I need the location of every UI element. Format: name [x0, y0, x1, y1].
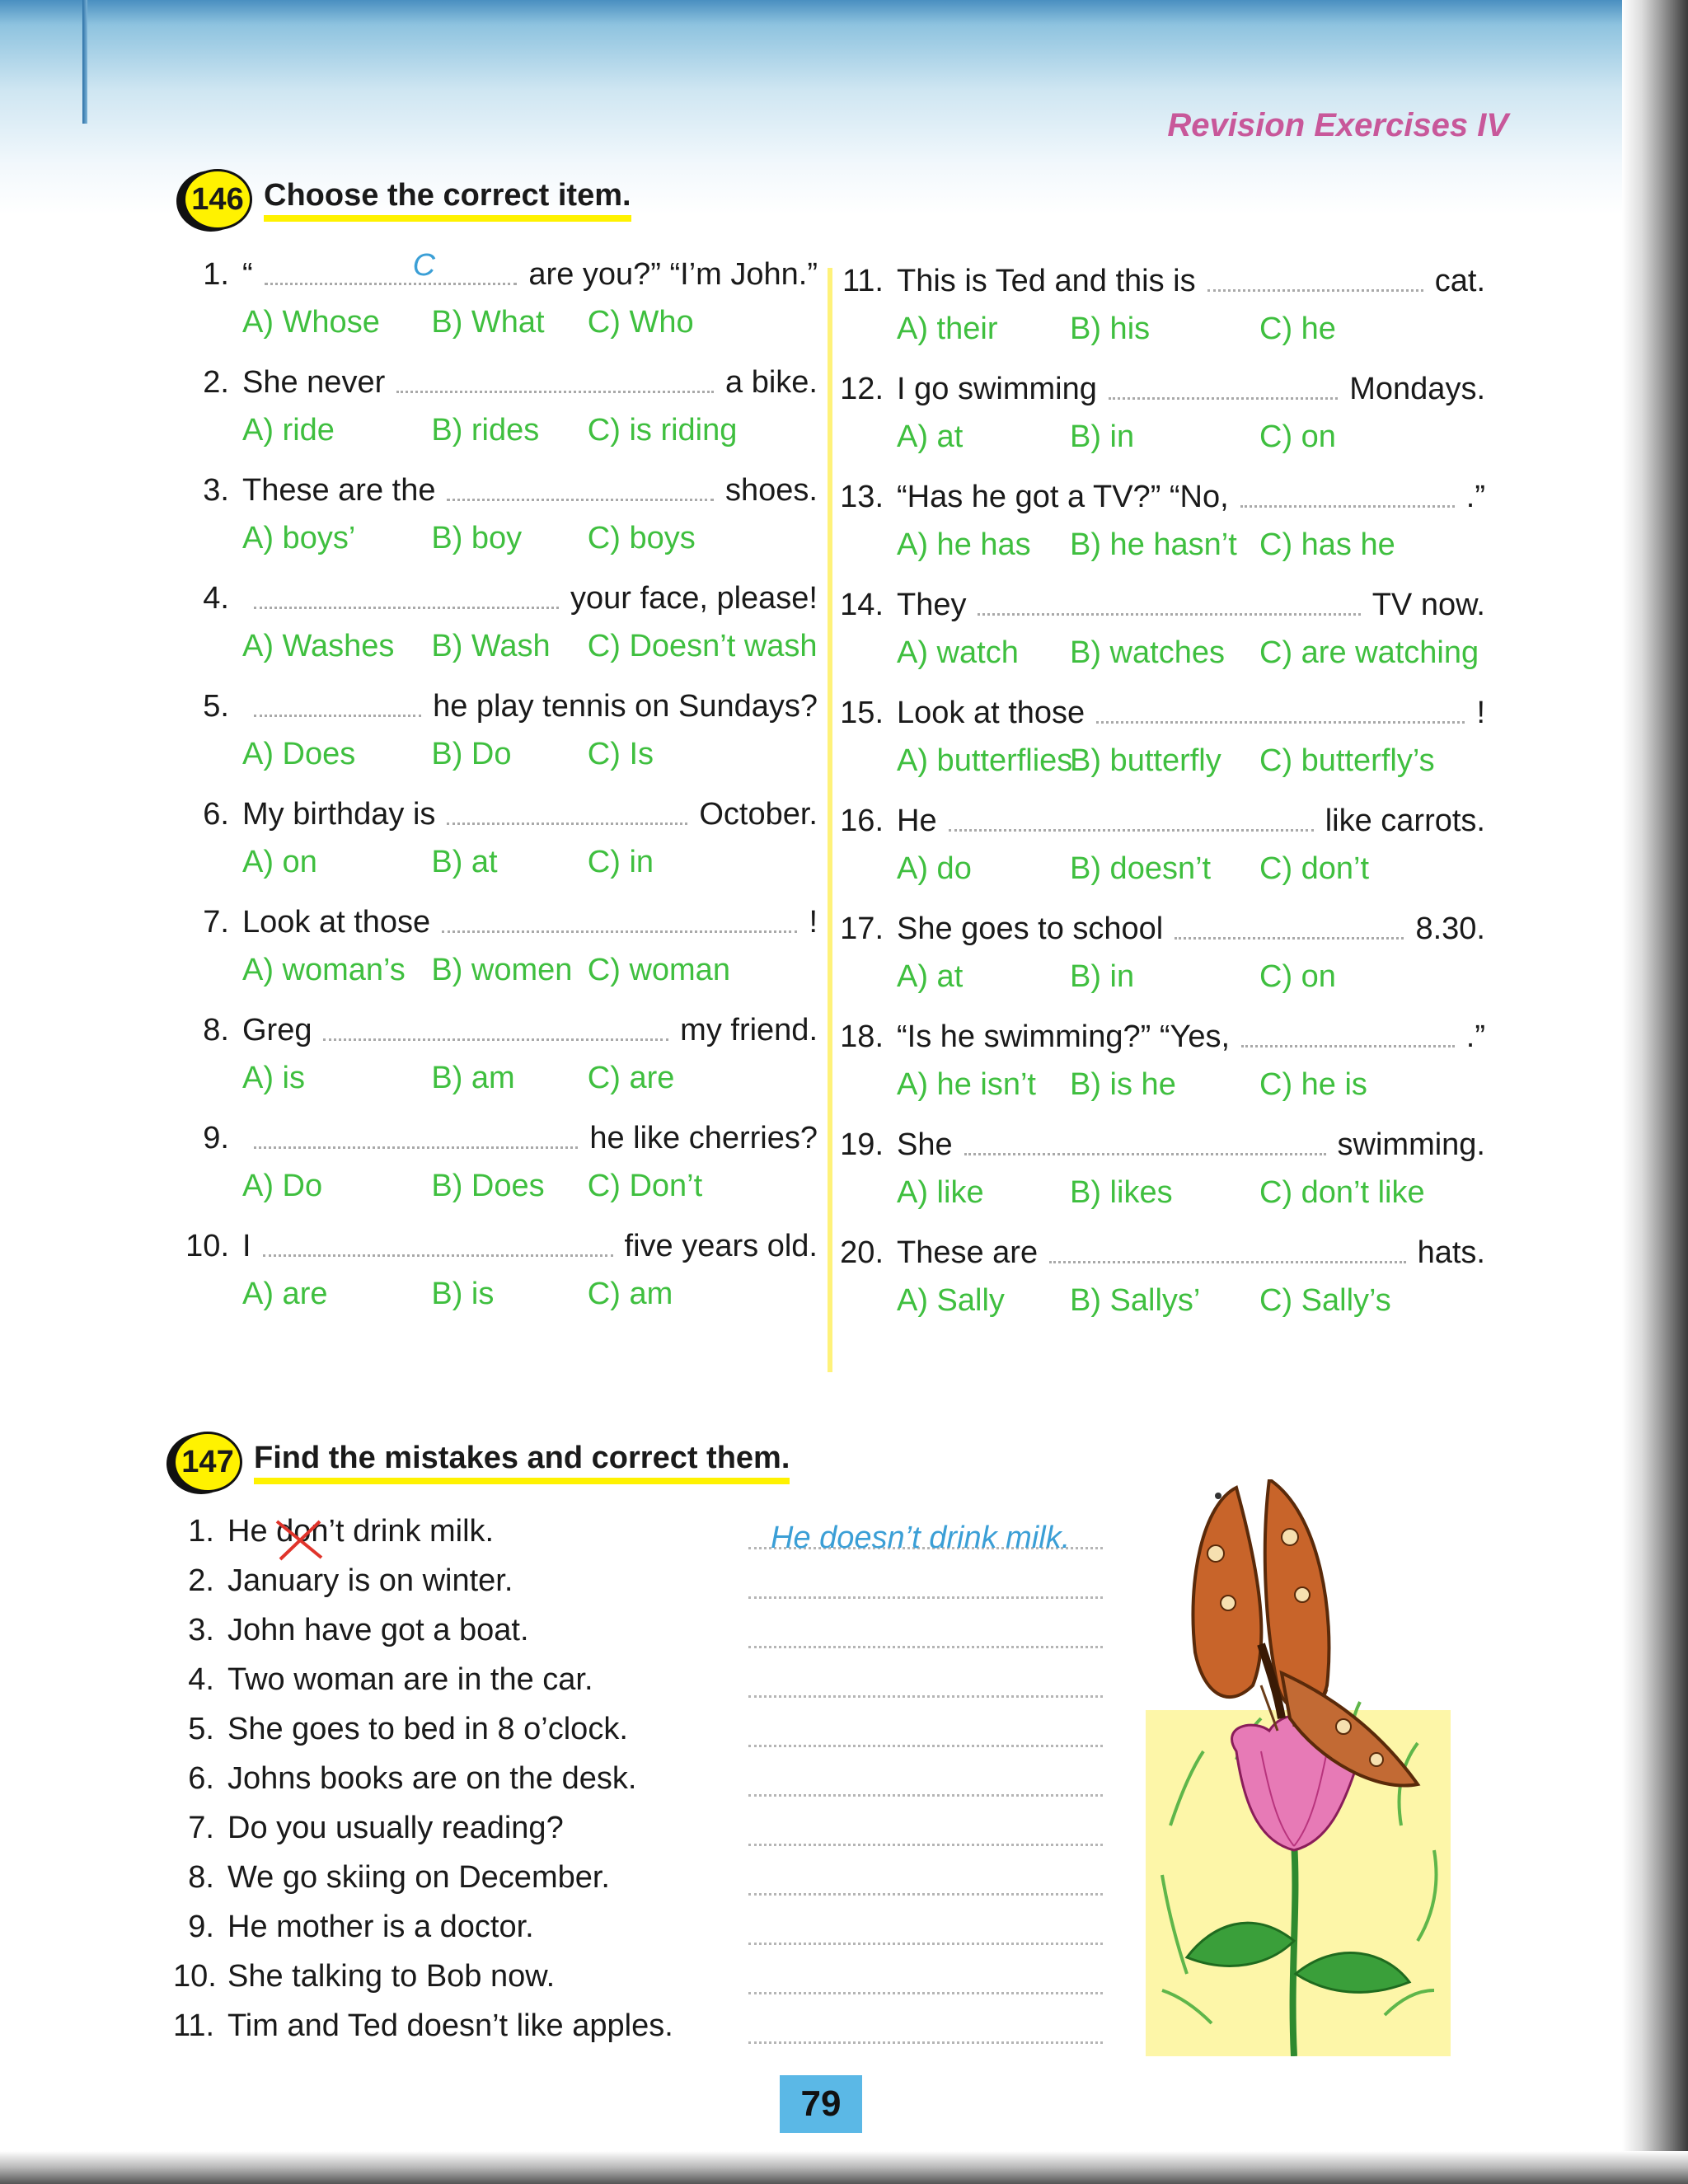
item-text: She talking to Bob now. — [227, 1959, 556, 1994]
butterfly-flower-illustration — [1137, 1479, 1459, 2056]
question-number: 4. — [203, 581, 229, 616]
option-c[interactable]: C) Doesn’t wash — [587, 629, 818, 663]
page-right-edge — [1622, 0, 1688, 2184]
answer-options — [897, 310, 1485, 348]
question-item — [183, 687, 818, 773]
sentence-end: shoes. — [725, 473, 818, 508]
question-sentence — [183, 687, 818, 725]
answer-blank[interactable] — [1240, 504, 1455, 508]
option-c[interactable]: C) woman — [587, 953, 730, 987]
item-text: Two woman are in the car. — [227, 1662, 593, 1697]
question-item — [834, 478, 1485, 564]
question-item — [183, 903, 818, 989]
option-c[interactable]: C) Is — [587, 737, 654, 771]
answer-options — [242, 519, 818, 557]
question-sentence — [183, 1011, 818, 1049]
item-text: Johns books are on the desk. — [227, 1761, 637, 1796]
question-sentence — [183, 795, 818, 833]
item-number: 11. — [173, 2008, 215, 2043]
question-sentence — [834, 478, 1485, 516]
mistake-sentence — [173, 1661, 593, 1699]
sentence-end: .” — [1465, 480, 1485, 514]
sentence-start: These are — [897, 1235, 1039, 1270]
mistake-sentence — [173, 1611, 529, 1649]
option-a[interactable]: A) is — [242, 1061, 305, 1095]
sentence-end: swimming. — [1337, 1127, 1485, 1162]
option-b[interactable]: B) Does — [431, 1169, 545, 1203]
exercise-title: Choose the correct item. — [264, 178, 631, 222]
sentence-start: She goes to school — [897, 912, 1164, 946]
item-number: 7. — [188, 1811, 214, 1845]
answer-options — [242, 627, 818, 665]
option-b[interactable]: B) Sallys’ — [1070, 1283, 1201, 1318]
handwritten-answer: C — [412, 248, 436, 283]
question-item — [183, 248, 818, 341]
question-number: 12. — [840, 372, 884, 406]
question-item — [834, 262, 1485, 348]
question-sentence — [183, 903, 818, 941]
option-b[interactable]: B) Wash — [431, 629, 551, 663]
answer-blank[interactable] — [1175, 935, 1404, 940]
option-c[interactable]: C) don’t — [1259, 851, 1370, 886]
question-item — [183, 1227, 818, 1313]
question-number: 1. — [203, 257, 229, 292]
option-b[interactable]: B) at — [431, 845, 498, 879]
correction-line[interactable] — [748, 1941, 1103, 1945]
correction-line[interactable] — [748, 2040, 1103, 2044]
column-divider — [828, 268, 832, 1372]
item-number: 2. — [188, 1563, 214, 1598]
sentence-end: 8.30. — [1415, 912, 1485, 946]
correction-line[interactable] — [748, 1990, 1103, 1994]
question-number: 6. — [203, 797, 229, 832]
question-item — [183, 363, 818, 449]
page-bottom-edge — [0, 2151, 1688, 2184]
option-a[interactable]: A) Does — [242, 737, 356, 771]
question-sentence — [834, 262, 1485, 300]
option-b[interactable]: B) What — [431, 305, 545, 340]
question-sentence — [834, 1018, 1485, 1056]
running-header: Revision Exercises IV — [1167, 107, 1508, 143]
answer-options — [897, 418, 1485, 456]
sentence-start: I go swimming — [897, 372, 1097, 406]
question-sentence — [183, 1119, 818, 1157]
option-a[interactable]: A) Whose — [242, 305, 380, 340]
answer-blank[interactable] — [447, 497, 714, 501]
option-a[interactable]: A) like — [897, 1175, 984, 1210]
mistake-sentence — [173, 1710, 628, 1748]
option-b[interactable]: B) likes — [1070, 1175, 1173, 1210]
item-text: He mother is a doctor. — [227, 1910, 534, 1944]
option-a[interactable]: A) at — [897, 419, 964, 454]
question-sentence — [834, 586, 1485, 624]
option-c[interactable]: C) Don’t — [587, 1169, 703, 1203]
option-c[interactable]: C) boys — [587, 521, 696, 555]
question-number: 20. — [840, 1235, 884, 1270]
answer-blank[interactable] — [1096, 719, 1465, 724]
answer-blank[interactable] — [447, 821, 687, 825]
mistake-sentence — [173, 1957, 555, 1995]
exercise-number-badge: 146 — [183, 169, 252, 230]
answer-blank[interactable] — [254, 713, 421, 717]
answer-blank[interactable] — [1207, 288, 1423, 292]
mistake-sentence — [173, 1512, 494, 1550]
answer-blank[interactable] — [978, 612, 1360, 616]
option-a[interactable]: A) on — [242, 845, 317, 879]
item-text: She goes to bed in 8 o’clock. — [227, 1712, 628, 1746]
sentence-start: These are the — [242, 473, 436, 508]
option-a[interactable]: A) butterflies — [897, 743, 1073, 778]
option-c[interactable]: C) butterfly’s — [1259, 743, 1435, 778]
option-c[interactable]: C) has he — [1259, 527, 1395, 562]
answer-options — [897, 850, 1485, 888]
option-a[interactable]: A) Sally — [897, 1283, 1005, 1318]
question-number: 17. — [840, 912, 884, 946]
question-number: 15. — [840, 696, 884, 730]
mistake-sentence — [173, 1908, 534, 1946]
option-b[interactable]: B) Do — [431, 737, 512, 771]
handwritten-answer: He doesn’t drink milk. — [771, 1521, 1071, 1555]
item-text: January is on winter. — [227, 1563, 513, 1598]
sentence-start: She — [897, 1127, 953, 1162]
answer-options — [897, 1282, 1485, 1319]
sentence-end: ! — [1476, 696, 1485, 730]
item-number: 5. — [188, 1712, 214, 1746]
question-item — [834, 1234, 1485, 1319]
question-number: 5. — [203, 689, 229, 724]
answer-blank[interactable] — [442, 929, 797, 933]
question-number: 8. — [203, 1013, 229, 1047]
item-number: 6. — [188, 1761, 214, 1796]
question-number: 16. — [840, 804, 884, 838]
question-sentence — [834, 910, 1485, 948]
question-number: 10. — [185, 1229, 229, 1263]
option-b[interactable]: B) butterfly — [1070, 743, 1221, 778]
answer-options — [897, 1174, 1485, 1212]
option-b[interactable]: B) is he — [1070, 1067, 1176, 1102]
sentence-end: Mondays. — [1349, 372, 1485, 406]
answer-blank[interactable] — [1049, 1259, 1406, 1263]
item-number: 3. — [188, 1613, 214, 1647]
question-item — [834, 370, 1485, 456]
question-sentence — [183, 1227, 818, 1265]
mistake-sentence — [173, 1858, 610, 1896]
option-c[interactable]: C) is riding — [587, 413, 738, 448]
question-number: 7. — [203, 905, 229, 940]
exercise-title: Find the mistakes and correct them. — [254, 1441, 790, 1484]
question-sentence — [183, 363, 818, 401]
sentence-end: TV now. — [1372, 588, 1485, 622]
question-number: 14. — [840, 588, 884, 622]
option-b[interactable]: B) rides — [431, 413, 540, 448]
correction-line[interactable] — [748, 1842, 1103, 1846]
item-number: 1. — [188, 1514, 214, 1549]
question-sentence — [183, 248, 818, 293]
question-item — [834, 694, 1485, 780]
correction-line[interactable] — [748, 1595, 1103, 1599]
sentence-end: he like cherries? — [589, 1121, 818, 1155]
option-a[interactable]: A) are — [242, 1277, 328, 1311]
answer-options — [897, 958, 1485, 996]
question-item — [834, 586, 1485, 672]
question-item — [183, 795, 818, 881]
red-cross-correction-mark — [272, 1516, 330, 1562]
answer-options — [897, 526, 1485, 564]
item-text: Tim and Ted doesn’t like apples. — [227, 2008, 673, 2043]
option-a[interactable]: A) he isn’t — [897, 1067, 1036, 1102]
sentence-start: Look at those — [242, 905, 431, 940]
answer-blank[interactable] — [254, 605, 559, 609]
question-item — [834, 910, 1485, 996]
question-item — [834, 1018, 1485, 1104]
answer-options — [242, 411, 818, 449]
mistake-sentence — [173, 1562, 513, 1600]
question-number: 18. — [840, 1019, 884, 1054]
question-sentence — [834, 370, 1485, 408]
sentence-end: ! — [809, 905, 818, 940]
correction-line[interactable] — [748, 1644, 1103, 1648]
option-c[interactable]: C) am — [587, 1277, 673, 1311]
question-number: 9. — [203, 1121, 229, 1155]
option-c[interactable]: C) he — [1259, 312, 1336, 346]
question-item — [834, 1126, 1485, 1212]
sentence-start: They — [897, 588, 967, 622]
sentence-start: Greg — [242, 1013, 312, 1047]
question-item — [834, 802, 1485, 888]
item-text: We go skiing on December. — [227, 1860, 610, 1895]
answer-options — [242, 1275, 818, 1313]
option-b[interactable]: B) watches — [1070, 635, 1225, 670]
option-c[interactable]: C) on — [1259, 419, 1336, 454]
sentence-start: “ — [242, 257, 253, 292]
option-b[interactable]: B) boy — [431, 521, 523, 555]
option-b[interactable]: B) women — [431, 953, 573, 987]
item-text: Do you usually reading? — [227, 1811, 564, 1845]
item-text: John have got a boat. — [227, 1613, 529, 1647]
option-c[interactable]: C) in — [587, 845, 654, 879]
answer-blank[interactable] — [949, 827, 1314, 832]
sentence-start: Look at those — [897, 696, 1085, 730]
mistake-sentence — [173, 2007, 673, 2045]
question-item — [183, 579, 818, 665]
sentence-start: He — [897, 804, 937, 838]
item-text: He don’t drink milk. — [227, 1514, 495, 1549]
answer-options — [242, 303, 818, 341]
option-a[interactable]: A) watch — [897, 635, 1019, 670]
question-number: 11. — [842, 264, 884, 298]
sentence-end: a bike. — [725, 365, 818, 400]
mistake-sentence — [173, 1809, 564, 1847]
sentence-start: My birthday is — [242, 797, 436, 832]
sentence-start: “Has he got a TV?” “No, — [897, 480, 1229, 514]
sentence-end: cat. — [1434, 264, 1485, 298]
correction-line[interactable] — [748, 1793, 1103, 1797]
correction-line[interactable] — [748, 1694, 1103, 1698]
option-a[interactable]: A) do — [897, 851, 972, 886]
option-c[interactable]: C) are — [587, 1061, 675, 1095]
question-sentence — [834, 1126, 1485, 1164]
answer-options — [242, 735, 818, 773]
option-a[interactable]: A) he has — [897, 527, 1031, 562]
sentence-start: I — [242, 1229, 251, 1263]
question-item — [183, 471, 818, 557]
sentence-end: hats. — [1417, 1235, 1485, 1270]
option-c[interactable]: C) on — [1259, 959, 1336, 994]
answer-options — [242, 1167, 818, 1205]
sentence-start: She never — [242, 365, 386, 400]
exercise-number-badge: 147 — [173, 1432, 242, 1493]
option-a[interactable]: A) at — [897, 959, 964, 994]
item-number: 9. — [188, 1910, 214, 1944]
question-sentence — [834, 694, 1485, 732]
item-number: 4. — [188, 1662, 214, 1697]
option-a[interactable]: A) their — [897, 312, 998, 346]
sentence-end: like carrots. — [1325, 804, 1485, 838]
answer-options — [242, 843, 818, 881]
question-number: 13. — [840, 480, 884, 514]
option-a[interactable]: A) boys’ — [242, 521, 356, 555]
sentence-end: are you?” “I’m John.” — [528, 257, 818, 292]
question-sentence — [183, 471, 818, 509]
answer-blank[interactable] — [396, 389, 714, 393]
sentence-end: October. — [699, 797, 818, 832]
option-a[interactable]: A) Do — [242, 1169, 323, 1203]
sentence-end: .” — [1465, 1019, 1485, 1054]
option-c[interactable]: C) Who — [587, 305, 694, 340]
answer-options — [897, 742, 1485, 780]
sentence-start: This is Ted and this is — [897, 264, 1196, 298]
option-c[interactable]: C) Sally’s — [1259, 1283, 1391, 1318]
exercise-147-heading — [173, 1432, 790, 1493]
option-b[interactable]: B) he hasn’t — [1070, 527, 1237, 562]
option-c[interactable]: C) don’t like — [1259, 1175, 1425, 1210]
question-number: 2. — [203, 365, 229, 400]
answer-blank[interactable] — [964, 1151, 1326, 1155]
answer-options — [242, 951, 818, 989]
page-number: 79 — [780, 2075, 862, 2133]
option-b[interactable]: B) doesn’t — [1070, 851, 1212, 886]
answer-blank[interactable] — [1109, 396, 1338, 400]
option-a[interactable]: A) ride — [242, 413, 335, 448]
binding-line — [82, 0, 87, 124]
sentence-end: he play tennis on Sundays? — [433, 689, 818, 724]
sentence-start: “Is he swimming?” “Yes, — [897, 1019, 1231, 1054]
answer-blank[interactable] — [263, 1253, 613, 1257]
item-number: 10. — [173, 1959, 217, 1994]
option-a[interactable]: A) woman’s — [242, 953, 406, 987]
question-item — [183, 1011, 818, 1097]
answer-blank[interactable] — [254, 1145, 578, 1149]
answer-options — [897, 1066, 1485, 1104]
answer-options — [897, 634, 1485, 672]
sentence-end: five years old. — [624, 1229, 818, 1263]
option-b[interactable]: B) in — [1070, 959, 1135, 994]
question-number: 3. — [203, 473, 229, 508]
option-b[interactable]: B) is — [431, 1277, 495, 1311]
exercise-146-heading — [183, 169, 631, 230]
answer-blank[interactable] — [1241, 1043, 1455, 1047]
answer-blank[interactable] — [265, 248, 518, 285]
question-number: 19. — [840, 1127, 884, 1162]
option-c[interactable]: C) are watching — [1259, 635, 1479, 670]
sentence-end: my friend. — [680, 1013, 818, 1047]
question-item — [183, 1119, 818, 1205]
question-sentence — [834, 802, 1485, 840]
item-number: 8. — [188, 1860, 214, 1895]
question-sentence — [183, 579, 818, 617]
correction-line[interactable] — [748, 1743, 1103, 1747]
correction-line[interactable] — [748, 1891, 1103, 1896]
question-sentence — [834, 1234, 1485, 1272]
answer-options — [242, 1059, 818, 1097]
option-c[interactable]: C) he is — [1259, 1067, 1367, 1102]
option-b[interactable]: B) his — [1070, 312, 1151, 346]
sentence-end: your face, please! — [570, 581, 818, 616]
option-a[interactable]: A) Washes — [242, 629, 395, 663]
mistake-sentence — [173, 1760, 636, 1797]
option-b[interactable]: B) in — [1070, 419, 1135, 454]
answer-blank[interactable] — [323, 1037, 668, 1041]
option-b[interactable]: B) am — [431, 1061, 515, 1095]
